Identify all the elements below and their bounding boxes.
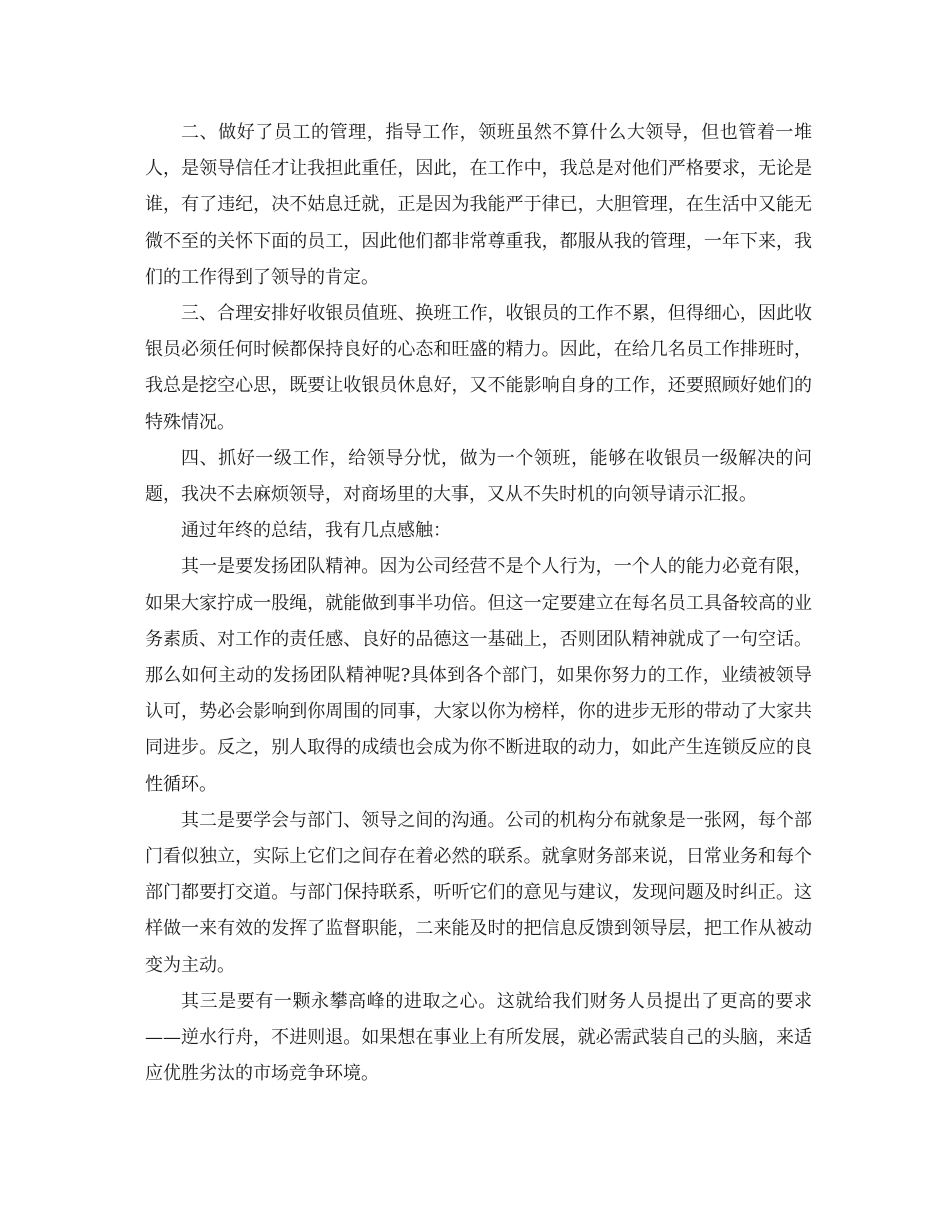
paragraph-cashier-scheduling: 三、合理安排好收银员值班、换班工作，收银员的工作不累，但得细心，因此收银员必须任何时候都保持良好的心态和旺盛的精力。因此，在给几名员工作排班时，我总是挖空心思，既要让收银员休息好，又不能影响自身的工作，还要照顾好她们的特殊情况。 (145, 303, 812, 433)
paragraph-reflections-intro: 通过年终的总结，我有几点感触： (181, 520, 451, 542)
paragraph-communication: 其二是要学会与部门、领导之间的沟通。公司的机构分布就象是一张网，每个部门看似独立，实际上它们之间存在着必然的联系。就拿财务部来说，日常业务和每个部门都要打交道。与部门保持联系，听听它们的意见与建议，发现问题及时纠正。这样做一来有效的发挥了监督职能，二来能及时的把信息反馈到领导层，把工作从被动变为主动。 (145, 809, 812, 976)
paragraph-staff-management: 二、做好了员工的管理，指导工作，领班虽然不算什么大领导，但也管着一堆人，是领导信任才让我担此重任，因此，在工作中，我总是对他们严格要求，无论是谁，有了违纪，决不姑息迁就，正是因为我能严于律已，大胆管理，在生活中又能无微不至的关怀下面的员工，因此他们都非常尊重我，都服从我的管理，一年下来，我们的工作得到了领导的肯定。 (145, 122, 812, 288)
paragraph-ambition: 其三是要有一颗永攀高峰的进取之心。这就给我们财务人员提出了更高的要求——逆水行舟，不进则退。如果想在事业上有所发展，就必需武装自己的头脑，来适应优胜劣汰的市场竞争环境。 (145, 990, 812, 1085)
paragraph-team-spirit: 其一是要发扬团队精神。因为公司经营不是个人行为，一个人的能力必竟有限，如果大家拧成一股绳，就能做到事半功倍。但这一定要建立在每名员工具备较高的业务素质、对工作的责任感、良好的品德这一基础上，否则团队精神就成了一句空话。那么如何主动的发扬团队精神呢?具体到各个部门，如果你努力的工作，业绩被领导认可，势必会影响到你周围的同事，大家以你为榜样，你的进步无形的带动了大家共同进步。反之，别人取得的成绩也会成为你不断进取的动力，如此产生连锁反应的良性循环。 (145, 556, 812, 795)
paragraph-share-burden: 四、抓好一级工作，给领导分忧，做为一个领班，能够在收银员一级解决的问题，我决不去麻烦领导，对商场里的大事，又从不失时机的向领导请示汇报。 (145, 447, 812, 506)
